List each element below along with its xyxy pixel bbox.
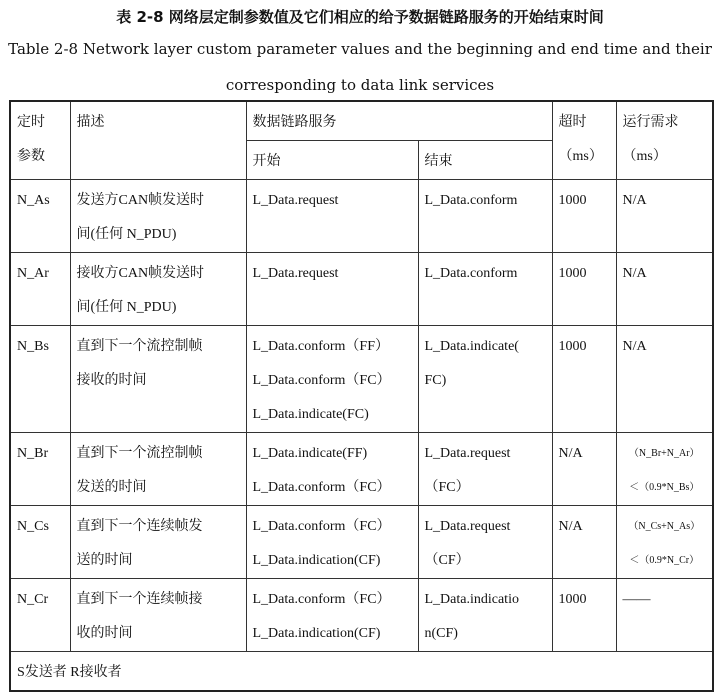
performance-cell-line: N/A: [622, 193, 647, 208]
end-service-cell: [418, 433, 552, 506]
table-row: [10, 506, 713, 579]
start-service-cell: [246, 326, 418, 433]
description-cell-line: 直到下一个流控制帧: [76, 339, 203, 354]
end-service-cell-line: L_Data.request: [424, 446, 511, 461]
description-cell-line: 发送方CAN帧发送时: [76, 193, 205, 208]
start-service-cell-line: L_Data.conform（FC）: [252, 373, 391, 388]
performance-cell: [616, 326, 713, 433]
header-timeout-line1: 超时: [558, 115, 587, 130]
header-start: 开始: [246, 141, 418, 180]
start-service-cell-line: L_Data.indication(CF): [252, 553, 381, 568]
start-service-cell-line: L_Data.request: [252, 193, 339, 208]
timing-parameter-table: [9, 100, 714, 692]
header-performance: [616, 101, 713, 180]
end-service-cell-line: L_Data.indicatio: [424, 592, 519, 607]
performance-cell: [616, 506, 713, 579]
description-cell: [70, 180, 246, 253]
end-service-cell-line: （CF）: [424, 553, 470, 568]
start-service-cell-line: L_Data.indicate(FF): [252, 446, 368, 461]
end-service-cell: [418, 506, 552, 579]
end-service-cell: [418, 579, 552, 652]
description-cell: [70, 579, 246, 652]
table-row: [10, 180, 713, 253]
param-cell: N_Cs: [10, 506, 70, 579]
end-service-cell: [418, 326, 552, 433]
table-caption-english-line2: corresponding to data link services: [225, 76, 495, 94]
performance-cell: [616, 180, 713, 253]
description-cell: [70, 326, 246, 433]
header-performance-line2: （ms）: [622, 149, 667, 164]
footer-row: [10, 652, 713, 692]
description-cell: [70, 506, 246, 579]
end-service-cell-line: FC): [424, 373, 447, 388]
param-cell: N_Bs: [10, 326, 70, 433]
start-service-cell: [246, 433, 418, 506]
description-cell-line: 收的时间: [76, 626, 133, 641]
description-cell-line: 送的时间: [76, 553, 133, 568]
description-cell-line: 直到下一个连续帧接: [76, 592, 203, 607]
performance-cell-line: ——: [622, 592, 651, 607]
performance-cell-line: （N_Br+N_Ar）: [628, 448, 700, 459]
description-cell-line: 间(任何 N_PDU): [76, 300, 177, 315]
performance-cell-line: ＜（0.9*N_Bs）: [629, 482, 700, 493]
footer-note: S发送者 R接收者: [10, 652, 713, 692]
timeout-cell: 1000: [552, 579, 616, 652]
description-cell: [70, 253, 246, 326]
start-service-cell-line: L_Data.request: [252, 266, 339, 281]
description-cell-line: 接收方CAN帧发送时: [76, 266, 205, 281]
header-timeout-line2: （ms）: [558, 149, 603, 164]
start-service-cell-line: L_Data.indication(CF): [252, 626, 381, 641]
param-cell: N_As: [10, 180, 70, 253]
performance-cell-line: （N_Cs+N_As）: [628, 521, 701, 532]
description-cell: [70, 433, 246, 506]
param-cell: N_Br: [10, 433, 70, 506]
header-timeout: [552, 101, 616, 180]
start-service-cell: [246, 253, 418, 326]
param-cell: N_Cr: [10, 579, 70, 652]
timeout-cell: 1000: [552, 253, 616, 326]
description-cell-line: 发送的时间: [76, 480, 147, 495]
start-service-cell: [246, 579, 418, 652]
end-service-cell-line: （FC）: [424, 480, 470, 495]
start-service-cell-line: L_Data.conform（FF）: [252, 339, 389, 354]
param-cell: N_Ar: [10, 253, 70, 326]
header-param-line1: 定时: [17, 115, 45, 130]
start-service-cell-line: L_Data.conform（FC）: [252, 480, 391, 495]
start-service-cell-line: L_Data.conform（FC）: [252, 519, 391, 534]
header-param-line2: 参数: [17, 149, 45, 164]
table-row: [10, 433, 713, 506]
description-cell-line: 接收的时间: [76, 373, 147, 388]
performance-cell-line: N/A: [622, 339, 647, 354]
table-caption-chinese: 表 2-8 网络层定制参数值及它们相应的给予数据链路服务的开始结束时间: [116, 8, 604, 26]
description-cell-line: 直到下一个流控制帧: [76, 446, 203, 461]
timeout-cell: 1000: [552, 180, 616, 253]
table-row: [10, 326, 713, 433]
timeout-cell: N/A: [552, 506, 616, 579]
performance-cell-line: N/A: [622, 266, 647, 281]
start-service-cell: [246, 506, 418, 579]
start-service-cell-line: L_Data.conform（FC）: [252, 592, 391, 607]
start-service-cell-line: L_Data.indicate(FC): [252, 407, 369, 422]
header-description: 描述: [70, 101, 246, 180]
description-cell-line: 直到下一个连续帧发: [76, 519, 203, 534]
timeout-cell: N/A: [552, 433, 616, 506]
start-service-cell: [246, 180, 418, 253]
table-caption-english-line1: Table 2-8 Network layer custom parameter values and the beginning and end time and their: [8, 40, 712, 58]
end-service-cell: [418, 253, 552, 326]
header-performance-line1: 运行需求: [622, 115, 679, 130]
header-end: 结束: [418, 141, 552, 180]
end-service-cell-line: L_Data.conform: [424, 193, 518, 208]
performance-cell-line: ＜（0.9*N_Cr）: [629, 555, 700, 566]
table-row: [10, 253, 713, 326]
end-service-cell-line: L_Data.request: [424, 519, 511, 534]
end-service-cell-line: L_Data.conform: [424, 266, 518, 281]
end-service-cell: [418, 180, 552, 253]
end-service-cell-line: n(CF): [424, 626, 458, 641]
header-param: [10, 101, 70, 180]
description-cell-line: 间(任何 N_PDU): [76, 227, 177, 242]
performance-cell: [616, 253, 713, 326]
end-service-cell-line: L_Data.indicate(: [424, 339, 519, 354]
header-data-link-service: 数据链路服务: [246, 101, 552, 141]
header-row: [10, 101, 713, 141]
timeout-cell: 1000: [552, 326, 616, 433]
performance-cell: [616, 579, 713, 652]
performance-cell: [616, 433, 713, 506]
table-row: [10, 579, 713, 652]
table-body: [10, 101, 713, 691]
